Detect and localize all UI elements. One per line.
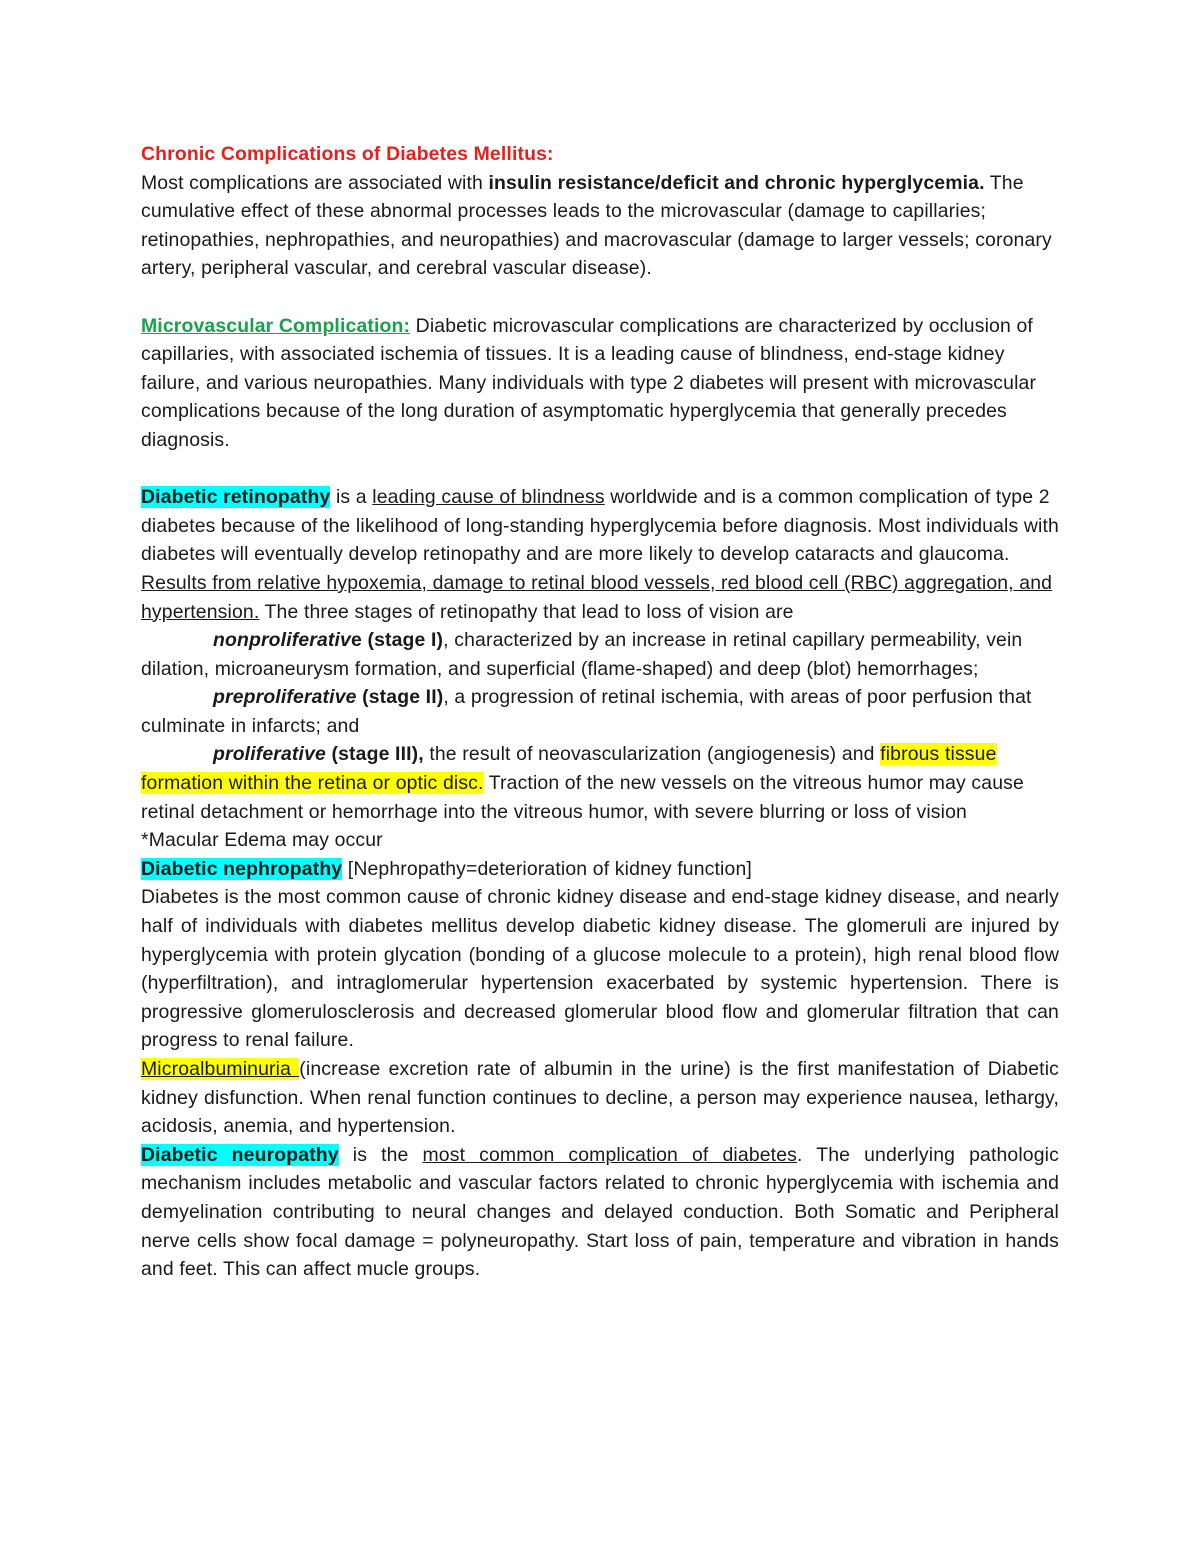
nephropathy-paragraph bbox=[141, 883, 1059, 1055]
stage-3-rest: Traction of the new vessels on the vitreous humor may cause retinal detachment or hemorrhage into the vitreous humor, with severe blurring or loss of vision bbox=[141, 772, 1024, 823]
retinopathy-text-2: worldwide and is a common complication of type 2 diabetes because of the likelihood of long-standing hyperglycemia before diagnosis. Most individuals with diabetes will eventually develop retinopathy and are more likely to develop cataracts and glaucoma. bbox=[141, 486, 1059, 566]
stage-2-label: (stage II) bbox=[356, 686, 444, 709]
stage-2-paragraph bbox=[141, 683, 1059, 740]
neuropathy-underline: most common complication of diabetes bbox=[422, 1143, 797, 1166]
macular-edema-note bbox=[141, 826, 1059, 855]
retinopathy-underline-2: Results from relative hypoxemia, damage to retinal blood vessels, red blood cell (RBC) aggregation, and hypertension. bbox=[141, 571, 1053, 623]
nephropathy-term: Diabetic nephropathy bbox=[141, 857, 343, 880]
stage-3-paragraph bbox=[141, 740, 1059, 826]
spacer bbox=[141, 455, 1059, 484]
stage-2-name: preproliferative bbox=[213, 686, 357, 709]
retinopathy-term: Diabetic retinopathy bbox=[141, 486, 331, 509]
microalbuminuria-paragraph bbox=[141, 1055, 1059, 1141]
stage-2-text: , a progression of retinal ischemia, with areas of poor perfusion that culminate in infarcts; and bbox=[141, 686, 1032, 737]
title-text: Chronic Complications of Diabetes Mellitus: bbox=[141, 143, 554, 165]
microvascular-heading: Microvascular Complication: bbox=[141, 314, 411, 337]
microalbuminuria-term: Microalbuminuria bbox=[141, 1058, 300, 1080]
stage-1-name: nonproliferativ bbox=[213, 629, 351, 652]
nephropathy-definition: [Nephropathy=deterioration of kidney function] bbox=[342, 857, 752, 880]
intro-text-2: The cumulative effect of these abnormal processes leads to the microvascular (damage to capillaries; retinopathies, nephropathies, and neuropathies) and macrovascular (damage to larger vessels; coronary artery, peripheral vascular, and cerebral vascular disease). bbox=[141, 171, 1052, 280]
stage-1-paragraph bbox=[141, 626, 1059, 683]
nephropathy-text: Diabetes is the most common cause of chronic kidney disease and end-stage kidney disease, and nearly half of individuals with diabetes mellitus develop diabetic kidney disease. The glomeruli are injured by hyperglycemia with protein glycation (bonding of a glucose molecule to a protein), high renal blood flow (hyperfiltration), and intraglomerular hypertension exacerbated by systemic hypertension. There is progressive glomerulosclerosis and decreased glomerular blood flow and glomerular filtration that can progress to renal failure. bbox=[141, 886, 1059, 1052]
neuropathy-paragraph bbox=[141, 1141, 1059, 1284]
retinopathy-underline-1: leading cause of blindness bbox=[372, 486, 605, 509]
stage-3-label: (stage III), bbox=[325, 743, 424, 766]
macular-edema-text: *Macular Edema may occur bbox=[141, 829, 383, 852]
retinopathy-text-1: is a bbox=[330, 486, 373, 509]
stage-3-highlight: fibrous tissue formation within the retina or optic disc. bbox=[141, 743, 997, 795]
intro-bold: insulin resistance/deficit and chronic hyperglycemia. bbox=[488, 171, 985, 194]
retinopathy-text-3: The three stages of retinopathy that lead to loss of vision are bbox=[259, 600, 794, 623]
microvascular-text: Diabetic microvascular complications are characterized by occlusion of capillaries, with associated ischemia of tissues. It is a leading cause of blindness, end-stage kidney failure, and various neuropathies. Many individuals with type 2 diabetes will present with microvascular complications because of the long duration of asymptomatic hyperglycemia that generally precedes diagnosis. bbox=[141, 314, 1037, 451]
microvascular-paragraph bbox=[141, 312, 1059, 455]
intro-paragraph bbox=[141, 169, 1059, 283]
stage-3-name: proliferative bbox=[213, 743, 326, 766]
microalbuminuria-text: (increase excretion rate of albumin in the urine) is the first manifestation of Diabetic kidney disfunction. When renal function continues to decline, a person may experience nausea, lethargy, acidosis, anemia, and hypertension. bbox=[141, 1058, 1059, 1138]
intro-text-1: Most complications are associated with bbox=[141, 171, 489, 194]
nephropathy-heading bbox=[141, 855, 1059, 884]
document-title bbox=[141, 140, 1059, 169]
neuropathy-text-2: . The underlying pathologic mechanism includes metabolic and vascular factors related to chronic hyperglycemia with ischemia and demyelination contributing to neural changes and delayed conduction. Both Somatic and Peripheral nerve cells show focal damage = polyneuropathy. Start loss of pain, temperature and vibration in hands and feet. This can affect mucle groups. bbox=[141, 1143, 1059, 1281]
neuropathy-text-1: is the bbox=[338, 1143, 423, 1166]
neuropathy-term: Diabetic neuropathy bbox=[141, 1143, 339, 1166]
stage-1-text: , characterized by an increase in retinal capillary permeability, vein dilation, microaneurysm formation, and superficial (flame-shaped) and deep (blot) hemorrhages; bbox=[141, 629, 1023, 680]
document-page bbox=[141, 140, 1059, 1284]
spacer bbox=[141, 283, 1059, 312]
stage-3-text: the result of neovascularization (angiogenesis) and bbox=[423, 743, 881, 766]
retinopathy-paragraph bbox=[141, 483, 1059, 626]
stage-1-name-end: e bbox=[351, 629, 362, 652]
stage-1-label: (stage I) bbox=[361, 629, 444, 652]
